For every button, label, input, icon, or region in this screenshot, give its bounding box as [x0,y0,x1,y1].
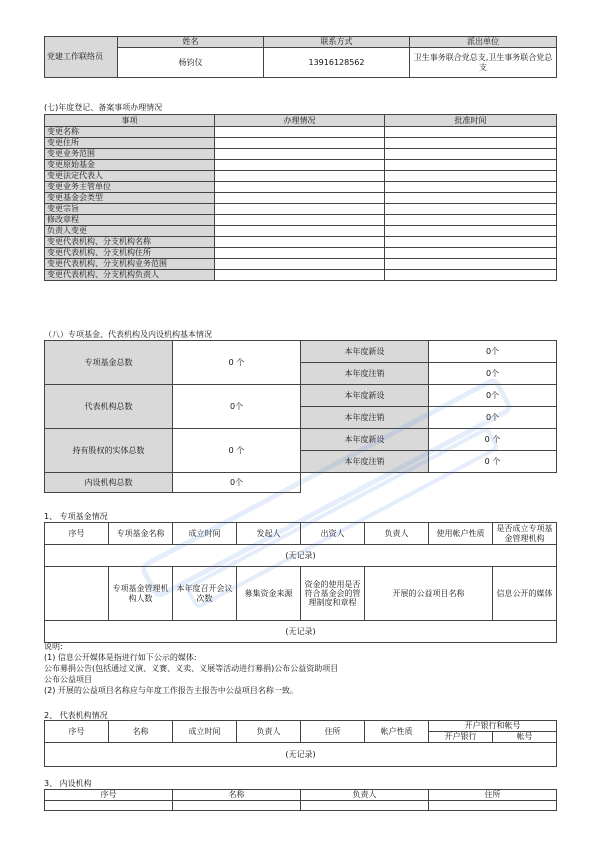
sf-header2: 专项基金管理机构人数 [109,567,173,621]
registration-row [45,248,557,259]
int-header: 序号 [45,790,173,801]
registration-row [45,259,557,270]
registration-table [44,114,557,281]
notes-block [44,641,338,696]
sf-header: 专项基金名称 [109,523,173,545]
summary-cancel-label: 本年度注销 [301,451,429,473]
summary-cancel-label: 本年度注销 [301,363,429,385]
registration-status [215,248,385,259]
registration-status [215,237,385,248]
note-line: (2) 开展的公益项目名称应与年度工作报告主报告中公益项目名称一致。 [44,686,298,695]
registration-item: 变更代表机构、分支机构负责人 [45,270,215,281]
sf-header: 成立时间 [173,523,237,545]
sf-header: 序号 [45,523,109,545]
registration-item: 变更代表机构、分支机构业务范围 [45,259,215,270]
registration-status [215,193,385,204]
int-header: 住所 [429,790,557,801]
registration-item: 变更代表机构、分支机构住所 [45,248,215,259]
reg-header-item: 事项 [45,115,215,127]
liaison-phone: 13916128562 [264,48,410,78]
registration-date [385,248,557,259]
registration-status [215,138,385,149]
summary-table [44,340,557,493]
sf-header: 使用帐户性质 [429,523,493,545]
liaison-table [44,36,557,78]
registration-status [215,270,385,281]
sf-no-record: (无记录) [45,545,557,567]
note-line: 公布募捐公告(包括通过义演、义赛、义卖、义展等活动进行募捐)公布公益资助项目 [44,664,339,673]
registration-status [215,182,385,193]
summary-total: 0 个 [173,429,301,473]
registration-item: 变更业务主管单位 [45,182,215,193]
registration-date [385,193,557,204]
registration-item: 变更原始基金 [45,160,215,171]
registration-status [215,149,385,160]
int-header: 负责人 [301,790,429,801]
registration-row [45,182,557,193]
summary-cancel-value: 0 个 [429,451,557,473]
sf-header: 发起人 [237,523,301,545]
registration-row [45,160,557,171]
registration-date [385,149,557,160]
summary-new-label: 本年度新设 [301,341,429,363]
summary-internal-total: 0个 [173,473,301,493]
summary-new-value: 0个 [429,341,557,363]
summary-total: 0 个 [173,341,301,385]
summary-internal-label: 内设机构总数 [45,473,173,493]
summary-cancel-value: 0个 [429,363,557,385]
special-funds-table [44,522,557,643]
registration-status [215,171,385,182]
summary-label: 专项基金总数 [45,341,173,385]
summary-cancel-label: 本年度注销 [301,407,429,429]
registration-row [45,171,557,182]
ro-header: 序号 [45,721,109,743]
registration-status [215,160,385,171]
ro-header: 帐户性质 [365,721,429,743]
summary-title: （八）专项基金、代表机构及内设机构基本情况 [44,330,212,339]
registration-date [385,171,557,182]
ro-header: 成立时间 [173,721,237,743]
registration-date [385,127,557,138]
registration-row [45,127,557,138]
internal-title: 3、 内设机构 [44,779,92,788]
ro-bank-header: 开户银行和帐号 [429,721,557,732]
int-header: 名称 [173,790,301,801]
sf-header: 负责人 [365,523,429,545]
registration-row [45,270,557,281]
ro-header: 住所 [301,721,365,743]
sf-header2: 本年度召开会议次数 [173,567,237,621]
registration-title: (七)年度登记、备案事项办理情况 [44,103,163,112]
summary-cancel-value: 0个 [429,407,557,429]
registration-item: 变更代表机构、分支机构名称 [45,237,215,248]
note-line: (1) 信息公开媒体是指进行如下公示的媒体: [44,653,197,662]
registration-item: 负责人变更 [45,226,215,237]
internal-table [44,789,557,811]
registration-row [45,226,557,237]
ro-bank-sub: 帐号 [493,732,557,743]
registration-item: 变更基金会类型 [45,193,215,204]
registration-item: 变更法定代表人 [45,171,215,182]
registration-status [215,226,385,237]
summary-label: 代表机构总数 [45,385,173,429]
rep-offices-title: 2、 代表机构情况 [44,711,108,720]
sf-header2: 资金的使用是否符合基金会的管理制度和章程 [301,567,365,621]
registration-status [215,127,385,138]
registration-item: 变更业务范围 [45,149,215,160]
registration-item: 修改章程 [45,215,215,226]
header-unit: 派出单位 [410,37,557,48]
registration-date [385,215,557,226]
sf-header: 出资人 [301,523,365,545]
registration-date [385,182,557,193]
note-line: 公布公益项目 [44,675,92,684]
sf-no-record-2: (无记录) [45,621,557,643]
registration-row [45,215,557,226]
reg-header-date: 批准时间 [385,115,557,127]
ro-header: 名称 [109,721,173,743]
sf-header2: 信息公开的媒体 [493,567,557,621]
registration-row [45,204,557,215]
sf-header: 是否成立专项基金管理机构 [493,523,557,545]
registration-row [45,149,557,160]
liaison-row-label: 党建工作联络员 [45,37,118,78]
sf-header2: 开展的公益项目名称 [365,567,493,621]
registration-status [215,259,385,270]
header-contact: 联系方式 [264,37,410,48]
registration-status [215,215,385,226]
reg-header-status: 办理情况 [215,115,385,127]
summary-total: 0个 [173,385,301,429]
ro-header: 负责人 [237,721,301,743]
registration-date [385,138,557,149]
note-line: 说明: [44,642,63,651]
summary-label: 持有股权的实体总数 [45,429,173,473]
header-name: 姓名 [118,37,264,48]
sf-header2: 募集资金来源 [237,567,301,621]
rep-offices-table [44,720,557,767]
registration-date [385,259,557,270]
registration-item: 变更名称 [45,127,215,138]
registration-row [45,193,557,204]
summary-new-value: 0 个 [429,429,557,451]
registration-item: 变更住所 [45,138,215,149]
summary-new-value: 0个 [429,385,557,407]
special-funds-title: 1、 专项基金情况 [44,512,108,521]
ro-no-record: (无记录) [45,743,557,767]
registration-item: 变更宗旨 [45,204,215,215]
liaison-name: 杨钧仪 [118,48,264,78]
registration-date [385,226,557,237]
registration-date [385,237,557,248]
ro-bank-sub: 开户银行 [429,732,493,743]
summary-new-label: 本年度新设 [301,429,429,451]
registration-row [45,138,557,149]
registration-date [385,270,557,281]
registration-status [215,204,385,215]
registration-row [45,237,557,248]
liaison-unit: 卫生事务联合党总支,卫生事务联合党总支 [410,48,557,78]
registration-date [385,160,557,171]
summary-new-label: 本年度新设 [301,385,429,407]
registration-date [385,204,557,215]
